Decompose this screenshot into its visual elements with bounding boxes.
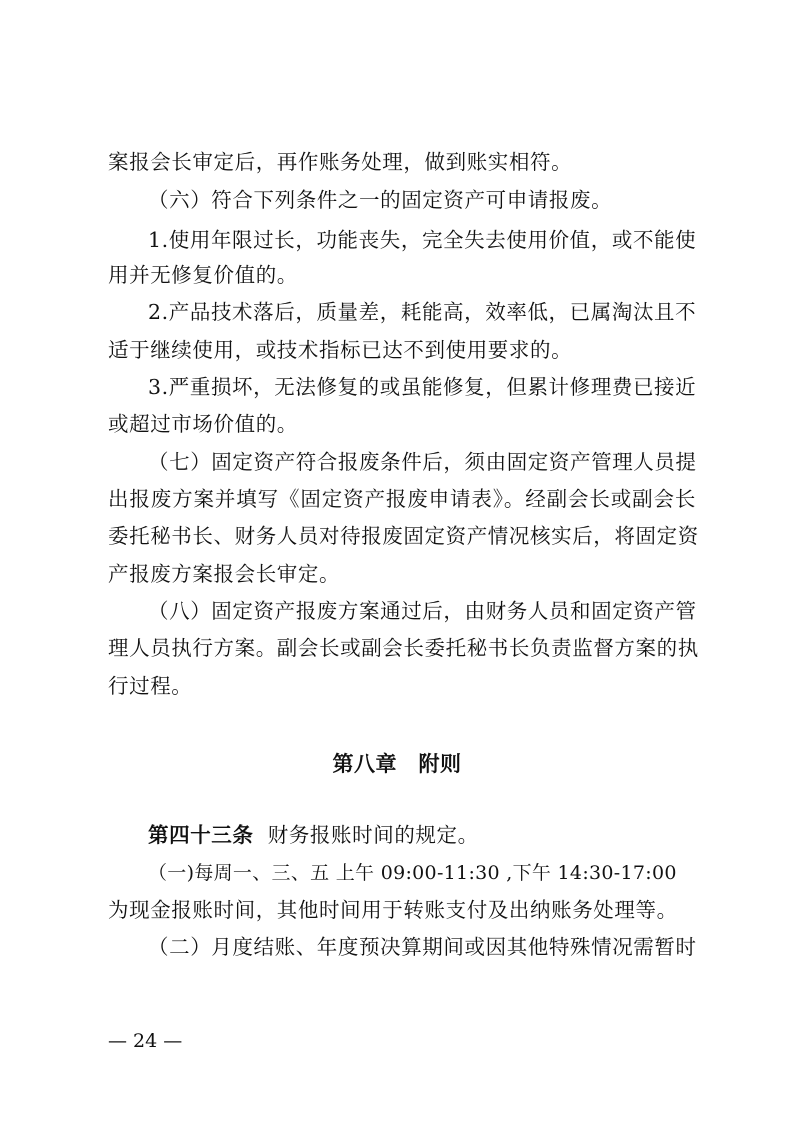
article-title: 财务报账时间的规定。 [267, 823, 479, 847]
paragraph-line: 2.产品技术落后，质量差，耗能高，效率低，已属淘汰且不 [148, 300, 697, 324]
paragraph-line: （八）固定资产报废方案通过后，由财务人员和固定资产管 [148, 599, 697, 623]
paragraph-line: 为现金报账时间，其他时间用于转账支付及出纳账务处理等。 [108, 898, 678, 922]
paragraph-line: 或超过市场价值的。 [108, 412, 298, 436]
paragraph-line: （六）符合下列条件之一的固定资产可申请报废。 [148, 188, 613, 212]
article-line [148, 823, 479, 847]
chapter-heading: 第八章 附则 [332, 751, 462, 776]
paragraph-line: （一)每周一、三、五 上午 09:00-11:30 ,下午 14:30-17:00 [148, 862, 677, 884]
paragraph-line: （二）月度结账、年度预决算期间或因其他特殊情况需暂时 [148, 935, 697, 959]
paragraph-line: 出报废方案并填写《固定资产报废申请表》。经副会长或副会长 [108, 487, 696, 511]
paragraph-line: （七）固定资产符合报废条件后，须由固定资产管理人员提 [148, 450, 697, 474]
article-number: 第四十三条 [148, 823, 254, 847]
paragraph-line: 3.严重损坏，无法修复的或虽能修复，但累计修理费已接近 [148, 375, 697, 399]
paragraph-line: 委托秘书长、财务人员对待报废固定资产情况核实后，将固定资 [108, 524, 699, 548]
paragraph-line: 1.使用年限过长，功能丧失，完全失去使用价值，或不能使 [148, 228, 697, 252]
page-number: — 24 — [108, 1030, 183, 1052]
paragraph-line: 理人员执行方案。副会长或副会长委托秘书长负责监督方案的执 [108, 636, 699, 660]
paragraph-line: 产报废方案报会长审定。 [108, 562, 341, 586]
paragraph-line: 行过程。 [108, 674, 193, 698]
paragraph-line: 适于继续使用，或技术指标已达不到使用要求的。 [108, 338, 573, 362]
paragraph-line: 案报会长审定后，再作账务处理，做到账实相符。 [108, 150, 573, 174]
paragraph-line: 用并无修复价值的。 [108, 263, 298, 287]
